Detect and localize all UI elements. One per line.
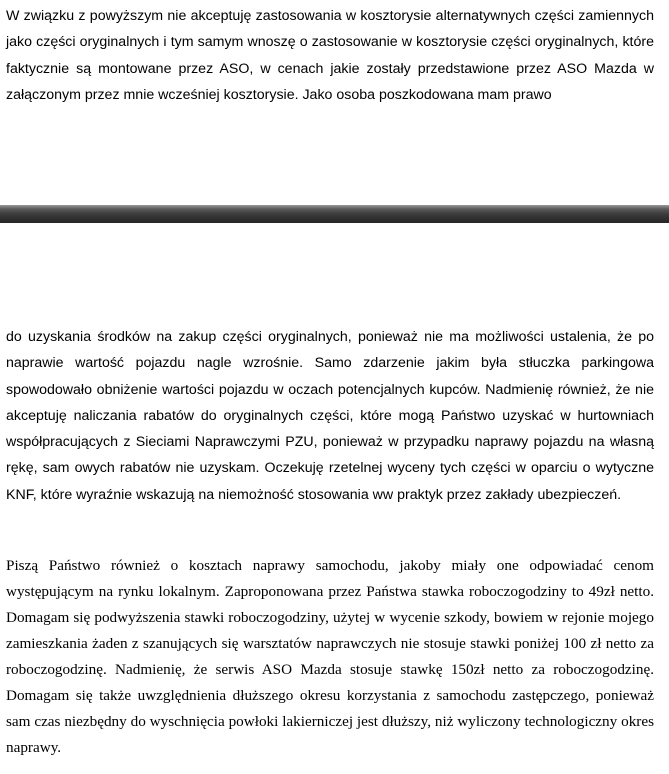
- document-page-bottom: [0, 223, 669, 774]
- paragraph-1: W związku z powyższym nie akceptuję zastosowania w kosztorysie alternatywnych części zamiennych jako części oryginalnych i tym samym wnoszę o zastosowanie w kosztorysie części oryginalnych, które faktycznie są montowane przez ASO, w cenach jakie zostały przedstawione przez ASO Mazda w załączonym przez mnie wcześniej kosztorysie. Jako osoba poszkodowana mam prawo: [6, 8, 654, 103]
- paragraph-3: Piszą Państwo również o kosztach naprawy samochodu, jakoby miały one odpowiadać cenom występującym na rynku lokalnym. Zaproponowana przez Państwa stawka roboczogodziny to 49zł netto. Domagam się podwyższenia stawki roboczogodziny, użytej w wycenie szkody, bowiem w rejonie mojego zamieszkania żaden z szanujących się warsztatów naprawczych nie stosuje stawki poniżej 100 zł netto za roboczogodzinę. Nadmienię, że serwis ASO Mazda stosuje stawkę 150zł netto za roboczogodzinę. Domagam się także uwzględnienia dłuższego okresu korzystania z samochodu zastępczego, ponieważ sam czas niezbędny do wyschnięcia powłoki lakierniczej jest dłuższy, niż wyliczony technologiczny okres naprawy.: [6, 557, 654, 756]
- document-page-top: [0, 0, 669, 205]
- paragraph-2: do uzyskania środków na zakup części oryginalnych, ponieważ nie ma możliwości ustalenia, że po naprawie wartość pojazdu nagle wzrośnie. Samo zdarzenie jakim była stłuczka parkingowa spowodowało obniżenie wartości pojazdu w oczach potencjalnych kupców. Nadmienię również, że nie akceptuję naliczania rabatów do oryginalnych części, które mogą Państwo uzyskać w hurtowniach współpracujących z Sieciami Naprawczymi PZU, ponieważ w przypadku naprawy pojazdu na własną rękę, sam owych rabatów nie uzyskam. Oczekuję rzetelnej wyceny tych części w oparciu o wytyczne KNF, które wyraźnie wskazują na niemożność stosowania ww praktyk przez zakłady ubezpieczeń.: [6, 329, 654, 503]
- page-break-divider: [0, 205, 669, 223]
